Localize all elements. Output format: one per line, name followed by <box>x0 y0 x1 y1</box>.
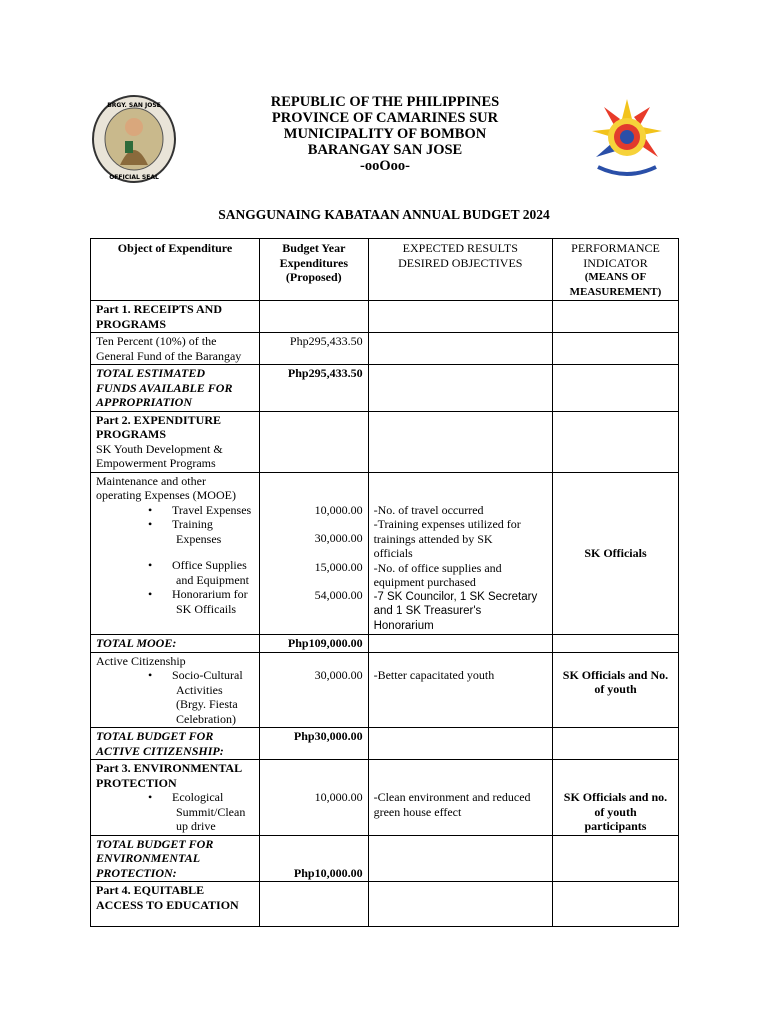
header-budget: Budget Year Expenditures (Proposed) <box>260 239 369 301</box>
table-row <box>91 728 679 760</box>
header-indicator: PERFORMANCE INDICATOR (MEANS OF MEASUREMENT) <box>552 239 678 301</box>
header-barangay: BARANGAY SAN JOSE <box>307 142 463 158</box>
part2-title: Part 2. EXPENDITURE PROGRAMS SK Youth Development & Empowerment Programs <box>91 411 260 472</box>
part1-item: Ten Percent (10%) of the General Fund of the Barangay <box>91 333 260 365</box>
table-row <box>91 411 679 472</box>
mooe-results: -No. of travel occurred -Training expenses utilized for trainings attended by SK officials -No. of office supplies and equipment purchased -7 SK Councilor, 1 SK Secretary and 1 SK Treasurer's Honorarium <box>368 472 552 635</box>
header-object: Object of Expenditure <box>91 239 260 301</box>
mooe-indicator: SK Officials <box>552 472 678 635</box>
document-header <box>230 94 540 174</box>
table-row <box>91 365 679 412</box>
barangay-seal-icon <box>92 95 176 183</box>
part4-title: Part 4. EQUITABLE ACCESS TO EDUCATION <box>91 882 260 927</box>
table-row <box>91 301 679 333</box>
table-row <box>91 760 679 836</box>
part3-indicator: SK Officials and no. of youth participants <box>552 760 678 836</box>
table-row <box>91 635 679 653</box>
table-row <box>91 333 679 365</box>
header-results: EXPECTED RESULTS DESIRED OBJECTIVES <box>368 239 552 301</box>
table-header-row <box>91 239 679 301</box>
active-result: -Better capacitated youth <box>368 652 552 728</box>
table-row <box>91 472 679 635</box>
part1-total: TOTAL ESTIMATED FUNDS AVAILABLE FOR APPROPRIATION <box>91 365 260 412</box>
header-ornament: -ooOoo- <box>360 158 410 174</box>
table-row <box>91 882 679 927</box>
sk-logo-icon <box>588 97 666 181</box>
header-municipality: MUNICIPALITY OF BOMBON <box>283 126 487 142</box>
mooe-amounts: 10,000.00 30,000.00 15,000.00 54,000.00 <box>260 472 369 635</box>
part3-amount: 10,000.00 <box>260 760 369 836</box>
svg-text:BRGY. SAN JOSE: BRGY. SAN JOSE <box>107 102 161 109</box>
active-amount: 30,000.00 <box>260 652 369 728</box>
active-citizenship: Active Citizenship • Socio-Cultural Activities (Brgy. Fiesta Celebration) <box>91 652 260 728</box>
part1-item-amount: Php295,433.50 <box>260 333 369 365</box>
table-row <box>91 652 679 728</box>
svg-text:OFFICIAL SEAL: OFFICIAL SEAL <box>109 174 159 181</box>
budget-table <box>90 238 679 927</box>
active-total-amount: Php30,000.00 <box>260 728 369 760</box>
part3-total-amount: Php10,000.00 <box>260 835 369 882</box>
part1-title: Part 1. RECEIPTS AND PROGRAMS <box>91 301 260 333</box>
page-title: SANGGUNAING KABATAAN ANNUAL BUDGET 2024 <box>218 207 550 222</box>
part3-total: TOTAL BUDGET FOR ENVIRONMENTAL PROTECTION: <box>91 835 260 882</box>
total-mooe-label: TOTAL MOOE: <box>91 635 260 653</box>
part1-total-amount: Php295,433.50 <box>260 365 369 412</box>
header-republic: REPUBLIC OF THE PHILIPPINES <box>270 94 500 110</box>
active-total: TOTAL BUDGET FOR ACTIVE CITIZENSHIP: <box>91 728 260 760</box>
part3-result: -Clean environment and reduced green house effect <box>368 760 552 836</box>
table-row <box>91 835 679 882</box>
active-indicator: SK Officials and No. of youth <box>552 652 678 728</box>
total-mooe-amount: Php109,000.00 <box>260 635 369 653</box>
mooe-items: Maintenance and other operating Expenses (MOOE) • Travel Expenses • Training Expenses • Office Supplies and Equipment • Honorarium for SK Officails <box>91 472 260 635</box>
part3-title: Part 3. ENVIRONMENTAL PROTECTION • Ecological Summit/Clean up drive <box>91 760 260 836</box>
header-province: PROVINCE OF CAMARINES SUR <box>271 110 499 126</box>
